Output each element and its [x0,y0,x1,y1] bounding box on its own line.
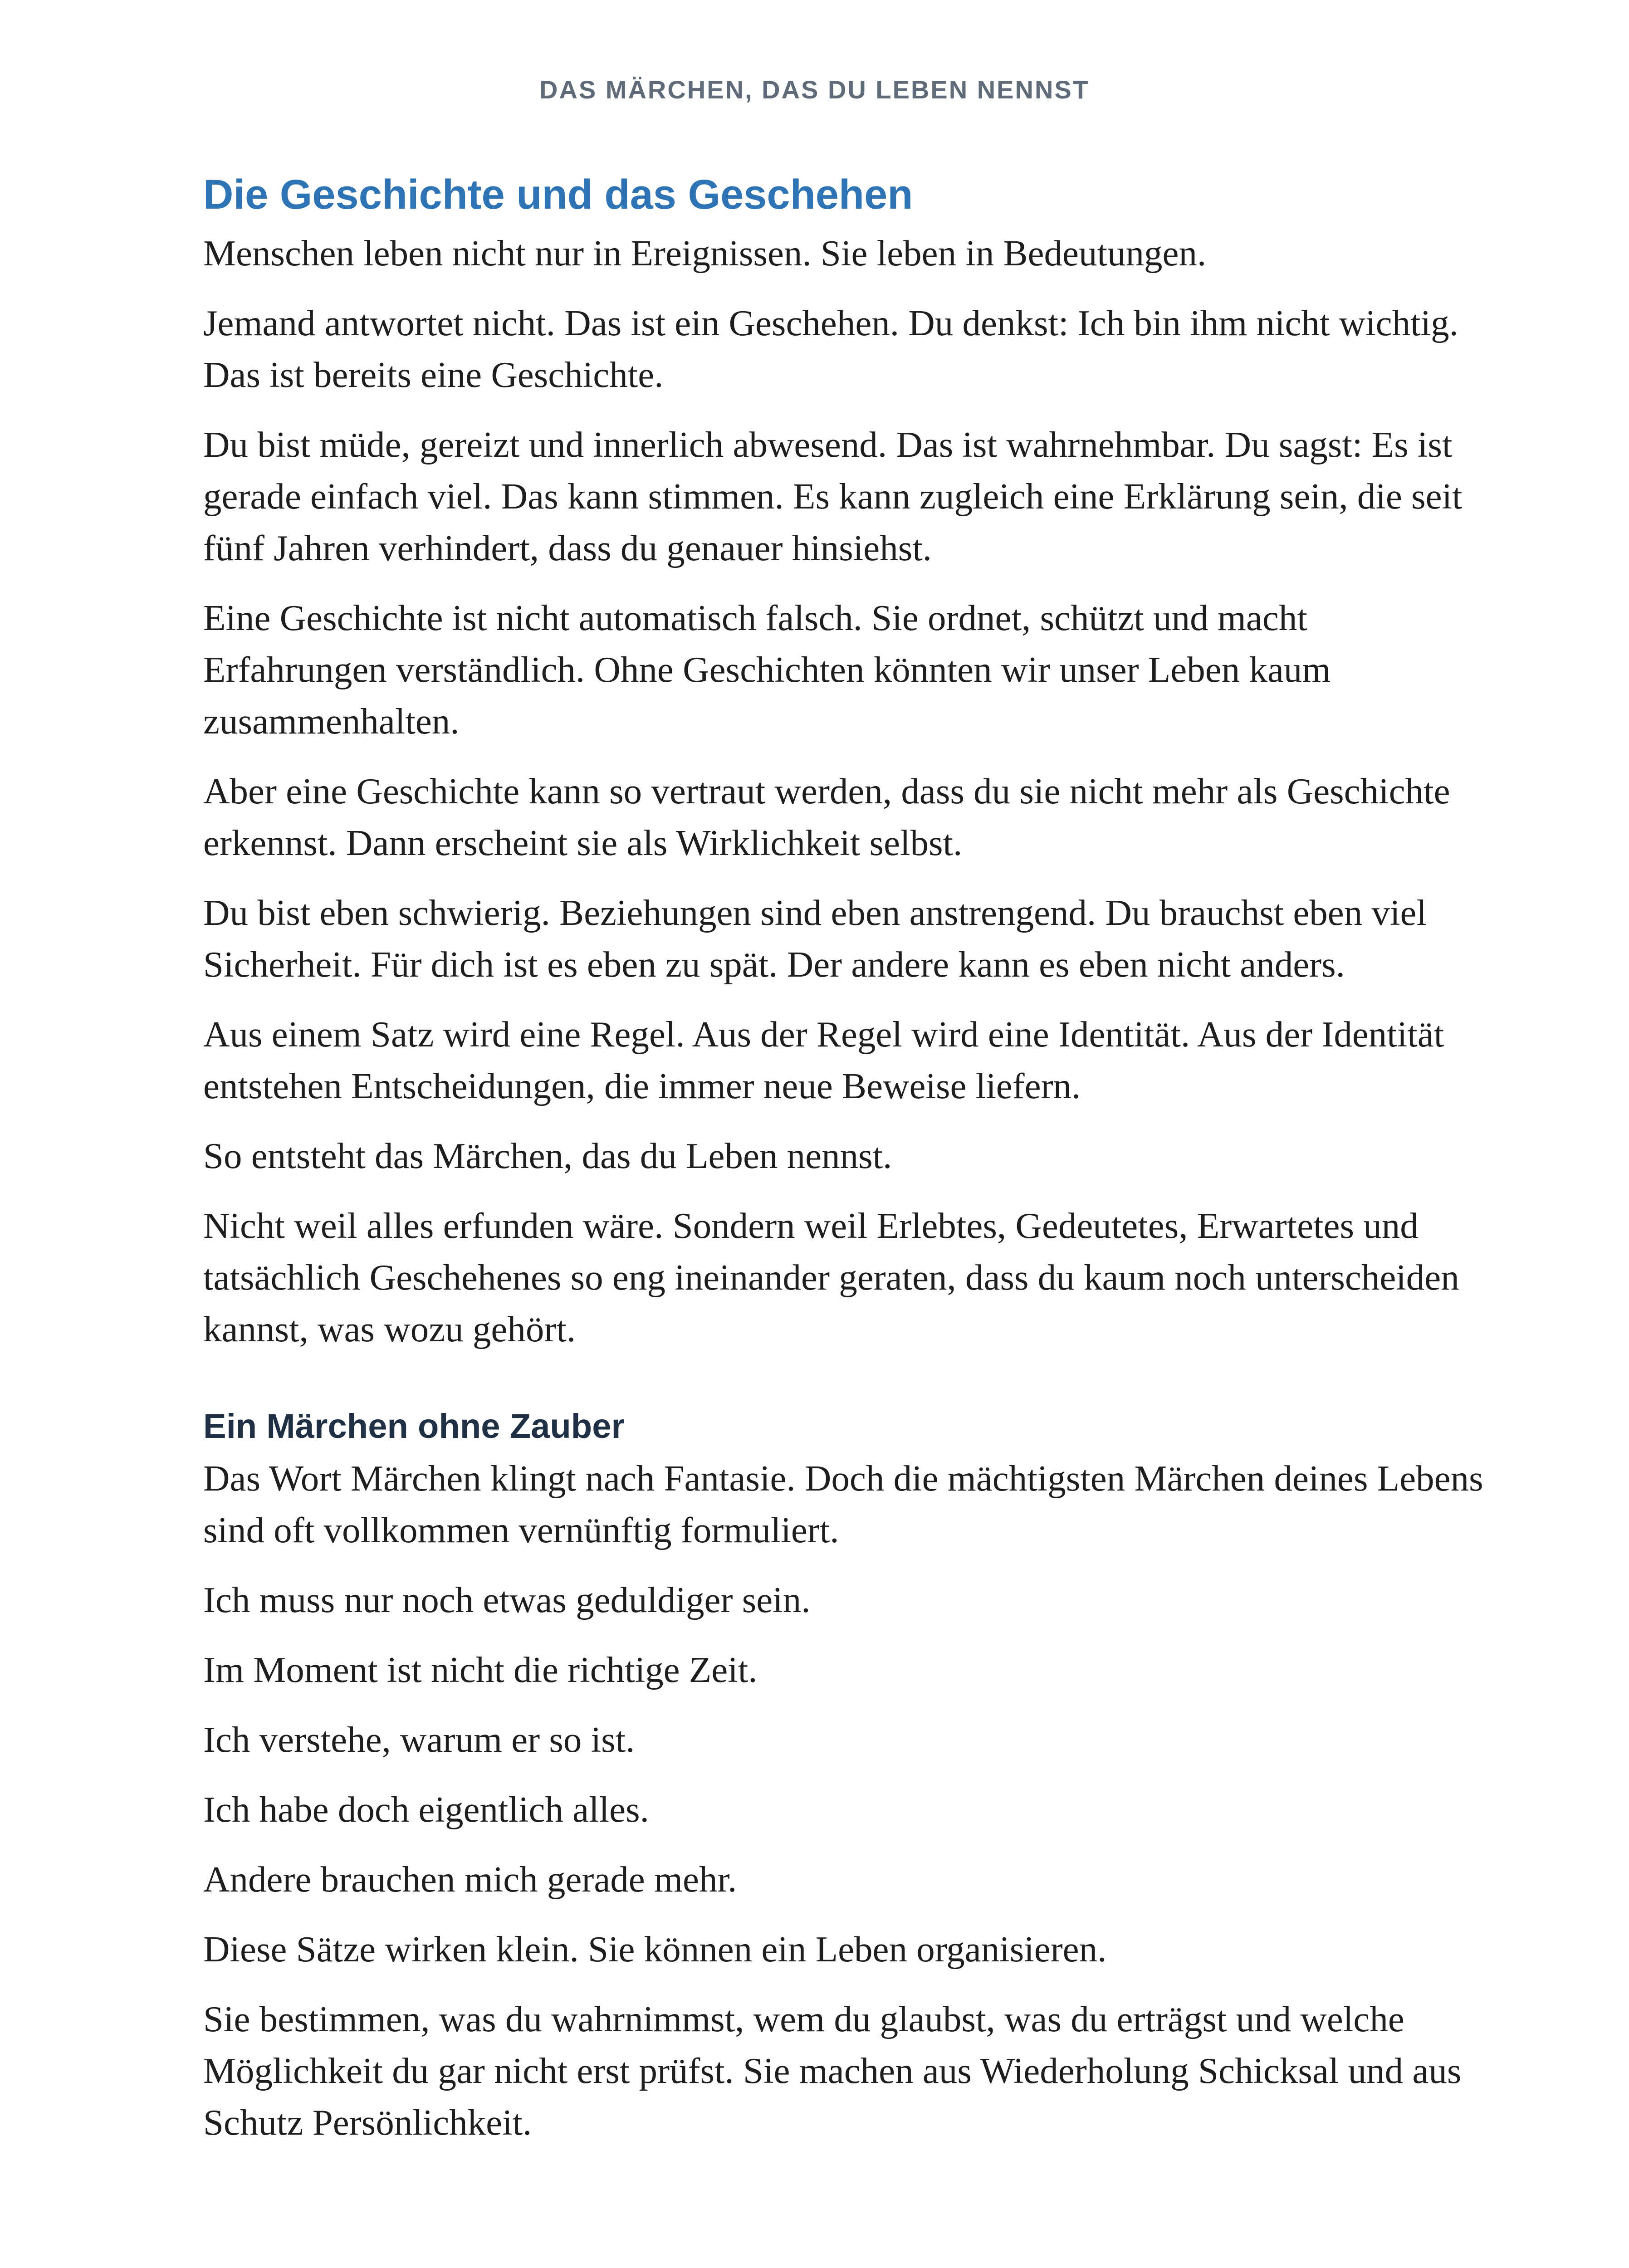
paragraph: Aber eine Geschichte kann so vertraut werden, dass du sie nicht mehr als Geschichte erkennst. Dann erscheint sie als Wirklichkeit selbst. [203,771,1450,863]
paragraph: Diese Sätze wirken klein. Sie können ein Leben organisieren. [203,1929,1107,1970]
paragraph: Andere brauchen mich gerade mehr. [203,1859,737,1900]
paragraph: Du bist müde, gereizt und innerlich abwesend. Das ist wahrnehmbar. Du sagst: Es ist gerade einfach viel. Das kann stimmen. Es kann zugleich eine Erklärung sein, die seit fünf Jahren verhindert, dass du genauer hinsiehst. [203,424,1463,568]
paragraph: Sie bestimmen, was du wahrnimmst, wem du glaubst, was du erträgst und welche Möglichkeit du gar nicht erst prüfst. Sie machen aus Wiederholung Schicksal und aus Schutz Persönlichkeit. [203,1999,1462,2143]
paragraph: So entsteht das Märchen, das du Leben nennst. [203,1135,892,1176]
paragraph: Ich muss nur noch etwas geduldiger sein. [203,1579,811,1620]
paragraph: Du bist eben schwierig. Beziehungen sind eben anstrengend. Du brauchst eben viel Sicherheit. Für dich ist es eben zu spät. Der andere kann es eben nicht anders. [203,892,1427,985]
page-content [203,169,1487,2166]
paragraph: Im Moment ist nicht die richtige Zeit. [203,1649,758,1690]
subsection-heading: Ein Märchen ohne Zauber [203,1407,625,1446]
paragraph: Ich habe doch eigentlich alles. [203,1789,649,1830]
paragraph: Menschen leben nicht nur in Ereignissen. Sie leben in Bedeutungen. [203,233,1207,274]
paragraph: Nicht weil alles erfunden wäre. Sondern weil Erlebtes, Gedeutetes, Erwartetes und tatsächlich Geschehenes so eng ineinander geraten, dass du kaum noch unterscheiden kannst, was wozu gehört. [203,1205,1459,1349]
paragraph: Aus einem Satz wird eine Regel. Aus der Regel wird eine Identität. Aus der Identität entstehen Entscheidungen, die immer neue Beweise liefern. [203,1014,1444,1106]
running-header: DAS MÄRCHEN, DAS DU LEBEN NENNST [539,75,1090,104]
paragraph: Ich verstehe, warum er so ist. [203,1719,635,1760]
paragraph: Das Wort Märchen klingt nach Fantasie. Doch die mächtigsten Märchen deines Lebens sind oft vollkommen vernünftig formuliert. [203,1458,1483,1550]
paragraph: Eine Geschichte ist nicht automatisch falsch. Sie ordnet, schützt und macht Erfahrungen verständlich. Ohne Geschichten könnten wir unser Leben kaum zusammenhalten. [203,597,1331,742]
paragraph: Jemand antwortet nicht. Das ist ein Geschehen. Du denkst: Ich bin ihm nicht wichtig. Das ist bereits eine Geschichte. [203,303,1458,395]
section-heading: Die Geschichte und das Geschehen [203,171,913,218]
